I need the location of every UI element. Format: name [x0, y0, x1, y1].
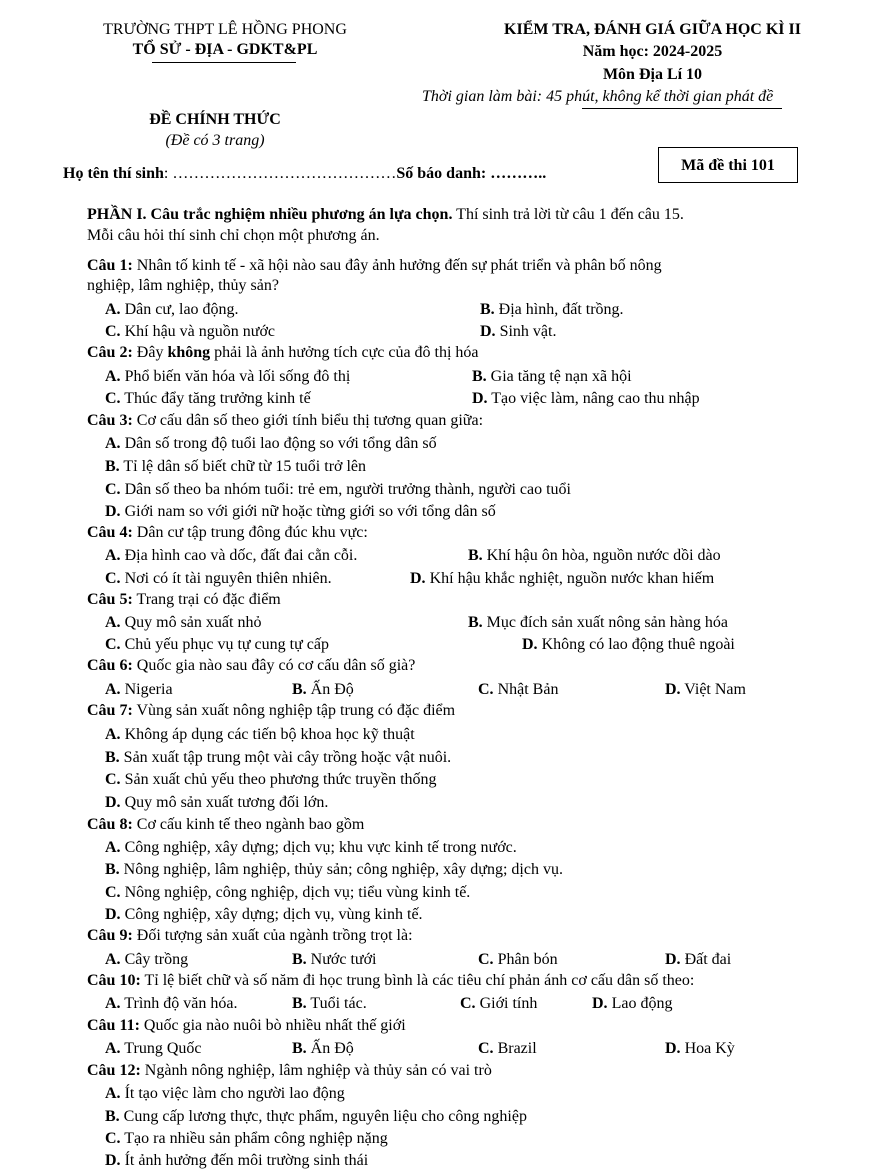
q9-option-a: A. Cây trồng [105, 951, 189, 968]
question-1-cont: nghiệp, lâm nghiệp, thủy sản? [87, 277, 279, 294]
q8-option-b: B. Nông nghiệp, lâm nghiệp, thủy sản; công nghiệp, xây dựng; dịch vụ. [105, 861, 563, 878]
q1-option-c: C. Khí hậu và nguồn nước [105, 323, 275, 340]
q2-option-b: B. Gia tăng tệ nạn xã hội [472, 368, 632, 385]
exam-time: Thời gian làm bài: 45 phút, không kể thời gian phát đề [422, 88, 774, 105]
q1-option-b: B. Địa hình, đất trồng. [480, 301, 624, 318]
question-8: Câu 8: Cơ cấu kinh tế theo ngành bao gồm [87, 816, 365, 833]
q9-option-b: B. Nước tưới [292, 951, 377, 968]
q12-option-a: A. Ít tạo việc làm cho người lao động [105, 1085, 345, 1102]
q7-option-b: B. Sản xuất tập trung một vài cây trồng hoặc vật nuôi. [105, 749, 452, 766]
q12-option-c: C. Tạo ra nhiều sản phẩm công nghiệp nặng [105, 1130, 388, 1147]
part1-instr2: Mỗi câu hỏi thí sinh chỉ chọn một phương án. [87, 227, 380, 244]
exam-title: KIỂM TRA, ĐÁNH GIÁ GIỮA HỌC KÌ II [504, 21, 801, 38]
question-5: Câu 5: Trang trại có đặc điểm [87, 591, 281, 608]
q2-option-c: C. Thúc đẩy tăng trưởng kinh tế [105, 390, 311, 407]
q3-option-b: B. Tỉ lệ dân số biết chữ từ 15 tuổi trở lên [105, 458, 367, 475]
q1-option-d: D. Sinh vật. [480, 323, 557, 340]
q5-option-b: B. Mục đích sản xuất nông sản hàng hóa [468, 614, 728, 631]
q7-option-c: C. Sản xuất chủ yếu theo phương thức truyền thống [105, 771, 437, 788]
q4-option-c: C. Nơi có ít tài nguyên thiên nhiên. [105, 570, 332, 587]
q-label: Câu 1: [87, 257, 133, 274]
q3-option-c: C. Dân số theo ba nhóm tuổi: trẻ em, người trưởng thành, người cao tuổi [105, 481, 571, 498]
q7-option-d: D. Quy mô sản xuất tương đối lớn. [105, 794, 329, 811]
subject: Môn Địa Lí 10 [602, 66, 703, 83]
exam-code-box [658, 147, 798, 183]
q4-option-d: D. Khí hậu khắc nghiệt, nguồn nước khan hiếm [410, 570, 715, 587]
q7-option-a: A. Không áp dụng các tiến bộ khoa học kỹ thuật [105, 726, 415, 743]
dept-underline [152, 62, 296, 63]
question-10: Câu 10: Tỉ lệ biết chữ và số năm đi học trung bình là các tiêu chí phản ánh cơ cấu dân số theo: [87, 972, 695, 989]
q8-option-d: D. Công nghiệp, xây dựng; dịch vụ, vùng kinh tế. [105, 906, 423, 923]
student-name-label: Họ tên thí sinh [63, 165, 164, 182]
question-11: Câu 11: Quốc gia nào nuôi bò nhiều nhất thế giới [87, 1017, 406, 1034]
q3-option-d: D. Giới nam so với giới nữ hoặc từng giới so với tổng dân số [105, 503, 496, 520]
q4-option-b: B. Khí hậu ôn hòa, nguồn nước dồi dào [468, 547, 721, 564]
official-label: ĐỀ CHÍNH THỨC [149, 111, 281, 128]
q10-option-d: D. Lao động [592, 995, 673, 1012]
question-6: Câu 6: Quốc gia nào sau đây có cơ cấu dân số già? [87, 657, 416, 674]
part1-title-line [87, 205, 684, 224]
q5-option-d: D. Không có lao động thuê ngoài [522, 636, 735, 653]
student-info-line [63, 164, 546, 183]
student-name-dots: : …………………………………… [163, 165, 397, 182]
q10-option-c: C. Giới tính [460, 995, 538, 1012]
q1-option-a: A. Dân cư, lao động. [105, 301, 239, 318]
question-12: Câu 12: Ngành nông nghiệp, lâm nghiệp và thủy sản có vai trò [87, 1062, 492, 1079]
exam-code: Mã đề thi 101 [681, 156, 775, 174]
q6-option-a: A. Nigeria [105, 681, 173, 698]
q2-option-d: D. Tạo việc làm, nâng cao thu nhập [472, 390, 700, 407]
q10-option-a: A. Trình độ văn hóa. [105, 995, 238, 1012]
question-4: Câu 4: Dân cư tập trung đông đúc khu vực: [87, 524, 368, 541]
page-count: (Đề có 3 trang) [165, 132, 265, 149]
q4-option-a: A. Địa hình cao và dốc, đất đai cằn cỗi. [105, 547, 358, 564]
school-name: TRƯỜNG THPT LÊ HỒNG PHONG [103, 21, 347, 38]
q6-option-c: C. Nhật Bản [478, 681, 559, 698]
q11-option-b: B. Ấn Độ [292, 1040, 354, 1057]
q8-option-c: C. Nông nghiệp, công nghiệp, dịch vụ; tiểu vùng kinh tế. [105, 884, 471, 901]
time-underline [582, 108, 782, 109]
q9-option-d: D. Đất đai [665, 951, 732, 968]
q3-option-a: A. Dân số trong độ tuổi lao động so với tổng dân số [105, 435, 437, 452]
question-7: Câu 7: Vùng sản xuất nông nghiệp tập trung có đặc điểm [87, 702, 456, 719]
q-text: Nhân tố kinh tế - xã hội nào sau đây ảnh hưởng đến sự phát triển và phân bố nông [132, 257, 662, 274]
sbd-dots: ……….. [490, 165, 547, 182]
q11-option-a: A. Trung Quốc [105, 1040, 202, 1057]
q12-option-d: D. Ít ảnh hưởng đến môi trường sinh thái [105, 1152, 369, 1169]
q6-option-d: D. Việt Nam [665, 681, 746, 698]
question-2: Câu 2: Đây không phải là ảnh hưởng tích cực của đô thị hóa [87, 344, 479, 361]
q11-option-c: C. Brazil [478, 1040, 537, 1057]
question-3: Câu 3: Cơ cấu dân số theo giới tính biểu thị tương quan giữa: [87, 412, 484, 429]
q11-option-d: D. Hoa Kỳ [665, 1040, 735, 1057]
part1-instr1: Thí sinh trả lời từ câu 1 đến câu 15. [452, 206, 684, 223]
part1-title: PHẦN I. Câu trắc nghiệm nhiều phương án lựa chọn. [87, 206, 453, 223]
question-1 [87, 256, 662, 275]
q8-option-a: A. Công nghiệp, xây dựng; dịch vụ; khu vực kinh tế trong nước. [105, 839, 517, 856]
q5-option-a: A. Quy mô sản xuất nhỏ [105, 614, 262, 631]
department: TỔ SỬ - ĐỊA - GDKT&PL [132, 41, 318, 58]
q12-option-b: B. Cung cấp lương thực, thực phẩm, nguyên liệu cho công nghiệp [105, 1108, 527, 1125]
q10-option-b: B. Tuổi tác. [292, 995, 367, 1012]
school-year: Năm học: 2024-2025 [582, 43, 723, 60]
question-9: Câu 9: Đối tượng sản xuất của ngành trồng trọt là: [87, 927, 413, 944]
q9-option-c: C. Phân bón [478, 951, 558, 968]
q2-option-a: A. Phổ biến văn hóa và lối sống đô thị [105, 368, 351, 385]
sbd-label: Số báo danh: [396, 165, 491, 182]
q6-option-b: B. Ấn Độ [292, 681, 354, 698]
q5-option-c: C. Chủ yếu phục vụ tự cung tự cấp [105, 636, 329, 653]
